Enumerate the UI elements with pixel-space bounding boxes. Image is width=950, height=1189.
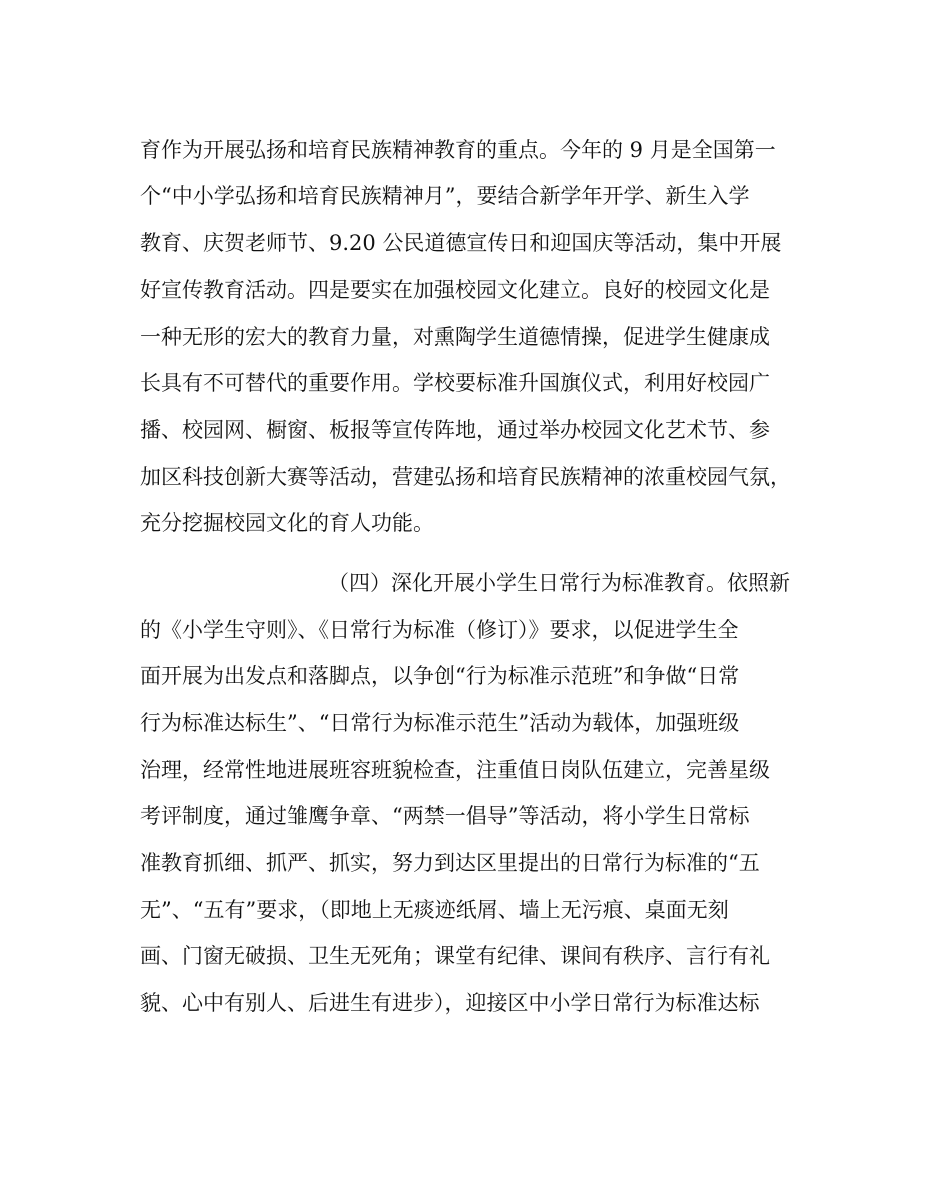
text-line: 行为标准达标生”、“日常行为标准示范生”活动为载体，加强班级 (140, 711, 740, 735)
text-line: 貌、心中有别人、后进生有进步），迎接区中小学日常行为标准达标 (140, 991, 760, 1015)
text-line: 充分挖掘校园文化的育人功能。 (140, 511, 434, 535)
text-line: 无”、“五有”要求，（即地上无痰迹纸屑、墙上无污痕、桌面无刻 (140, 898, 729, 922)
text-line: 治理，经常性地进展班容班貌检查，注重值日岗队伍建立，完善星级 (140, 758, 770, 782)
text-line: 育作为开展弘扬和培育民族精神教育的重点。今年的 9 月是全国第一 (140, 138, 776, 162)
text-line: 考评制度，通过雏鹰争章、“两禁一倡导”等活动，将小学生日常标 (140, 804, 750, 828)
text-line: 个“中小学弘扬和培育民族精神月”，要结合新学年开学、新生入学 (140, 184, 750, 208)
text-line: 面开展为出发点和落脚点，以争创“行为标准示范班”和争做“日常 (140, 664, 740, 688)
text-line: 播、校园网、橱窗、板报等宣传阵地，通过举办校园文化艺术节、参 (140, 418, 770, 442)
text-line: 加区科技创新大赛等活动，营建弘扬和培育民族精神的浓重校园气氛， (140, 465, 791, 489)
text-line: 的《小学生守则》、《日常行为标准（修订）》要求，以促进学生全 (140, 618, 739, 642)
text-line: 长具有不可替代的重要作用。学校要标准升国旗仪式，利用好校园广 (140, 371, 770, 395)
text-line: 准教育抓细、抓严、抓实，努力到达区里提出的日常行为标准的“五 (140, 851, 760, 875)
section-heading-line: （四）深化开展小学生日常行为标准教育。依照新 (328, 571, 790, 595)
text-line: 教育、庆贺老师节、9.20 公民道德宣传日和迎国庆等活动，集中开展 (140, 231, 782, 255)
text-line: 画、门窗无破损、卫生无死角；课堂有纪律、课间有秩序、言行有礼 (140, 944, 770, 968)
text-line: 好宣传教育活动。四是要实在加强校园文化建立。良好的校园文化是 (140, 278, 770, 302)
text-line: 一种无形的宏大的教育力量，对熏陶学生道德情操，促进学生健康成 (140, 325, 770, 349)
